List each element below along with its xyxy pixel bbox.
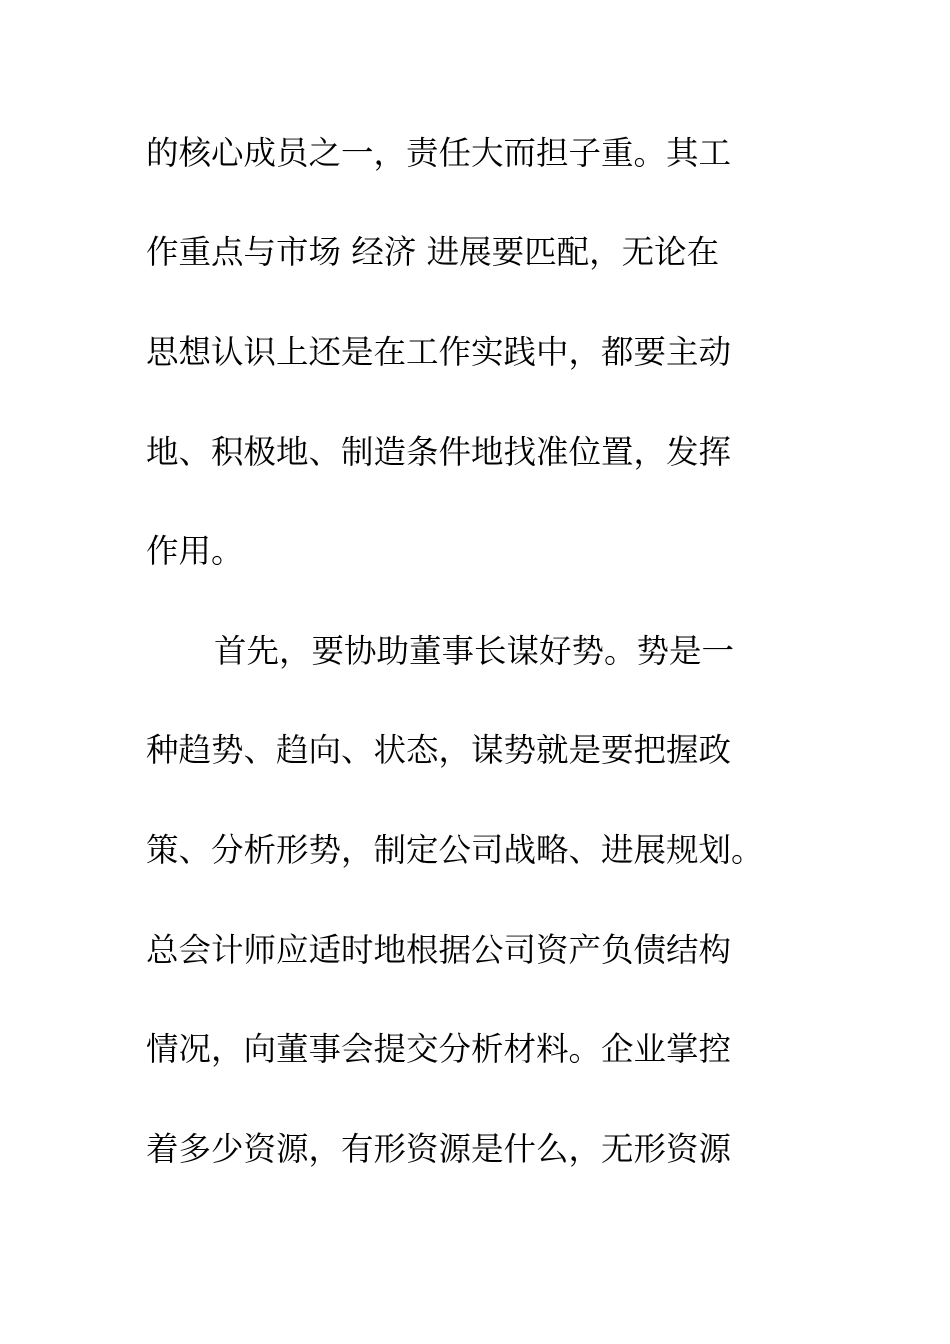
text-line: 种趋势、趋向、状态，谋势就是要把握政: [146, 731, 732, 769]
text-line: 作用。: [146, 532, 244, 570]
text-line: 思想认识上还是在工作实践中，都要主动: [146, 333, 732, 371]
text-line: 地、积极地、制造条件地找准位置，发挥: [146, 433, 732, 471]
text-line: 着多少资源，有形资源是什么，无形资源: [146, 1130, 732, 1168]
text-line: 作重点与市场 经济 进展要匹配，无论在: [146, 233, 720, 271]
text-line: 总会计师应适时地根据公司资产负债结构: [146, 931, 732, 969]
text-line: 策、分析形势，制定公司战略、进展规划。: [146, 831, 764, 869]
text-line: 情况，向董事会提交分析材料。企业掌控: [146, 1030, 732, 1068]
paragraph-first-line: 首先，要协助董事长谋好势。势是一: [214, 632, 735, 670]
text-line: 的核心成员之一，责任大而担子重。其工: [146, 134, 732, 172]
